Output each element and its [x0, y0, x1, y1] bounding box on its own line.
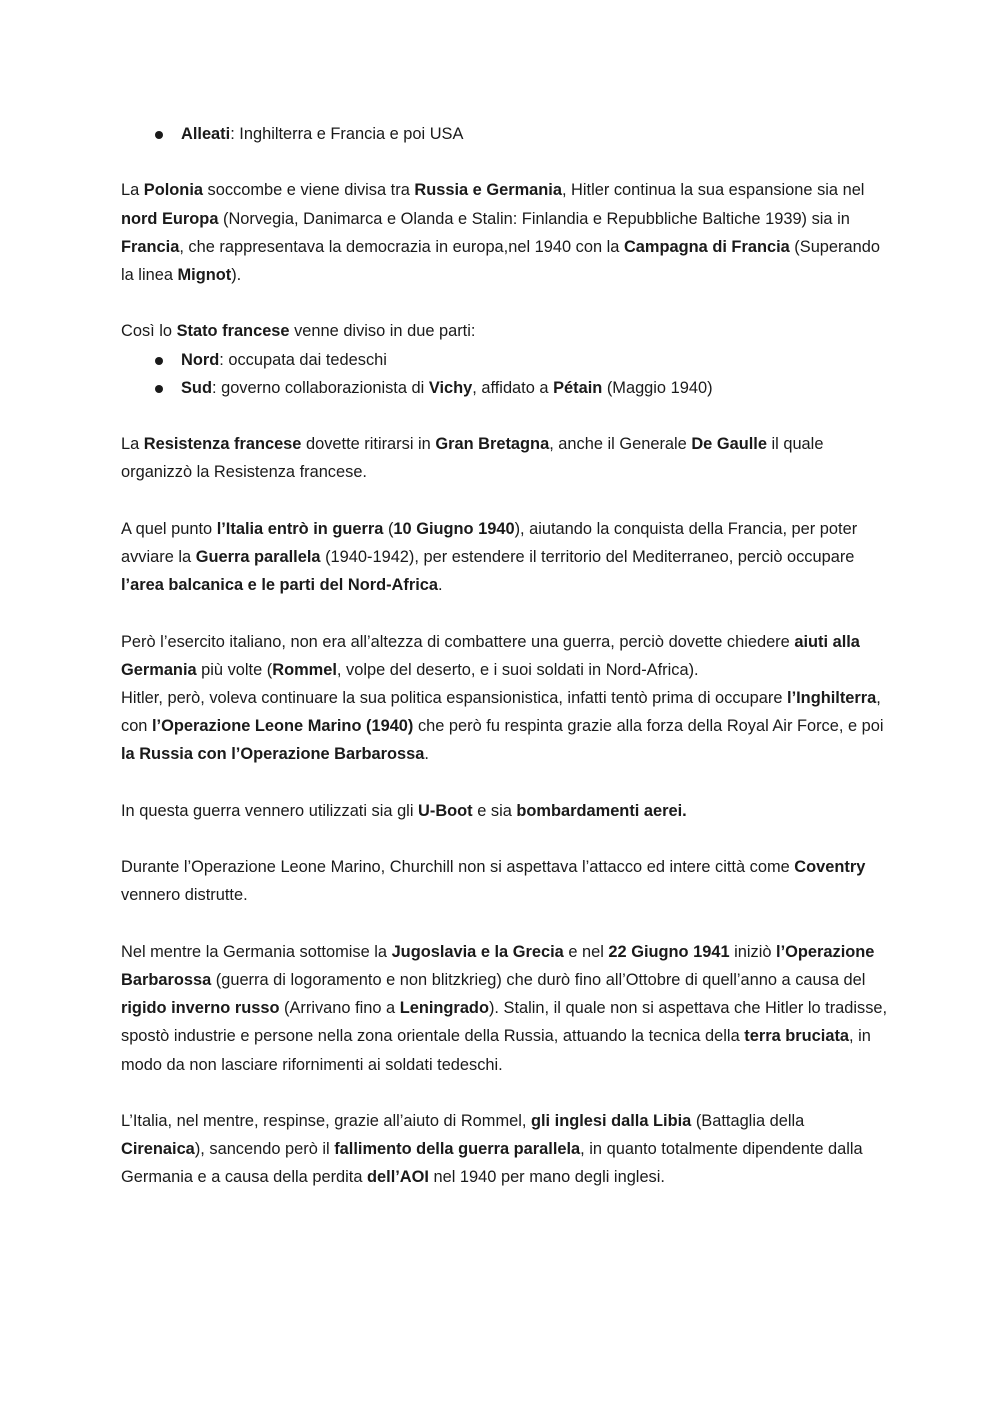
paragraph-hitler-expansion: Hitler, però, voleva continuare la sua politica espansionistica, infatti tentò prima di occupare l’Inghilterra, con l’Operazione Leone Marino (1940) che però fu respinta grazie alla forza della Royal Air Force, e poi la Russia con l’Operazione Barbarossa.: [121, 688, 884, 764]
document-body: [121, 120, 891, 1220]
paragraph-uboot: In questa guerra vennero utilizzati sia gli U-Boot e sia bombardamenti aerei.: [121, 801, 687, 820]
list-item-south: Sud: governo collaborazionista di Vichy, affidato a Pétain (Maggio 1940): [121, 374, 891, 402]
paragraph-poland: La Polonia soccombe e viene divisa tra Russia e Germania, Hitler continua la sua espansione sia nel nord Europa (Norvegia, Danimarca e Olanda e Stalin: Finlandia e Repubbliche Baltiche 1939) sia in Francia, che rappresentava la democrazia in europa,nel 1940 con la Campagna di Francia (Superando la linea Mignot).: [121, 181, 880, 284]
paragraph-italian-army: Però l’esercito italiano, non era all’altezza di combattere una guerra, perciò dovette chiedere aiuti alla Germania più volte (Rommel, volpe del deserto, e i suoi soldati in Nord-Africa).: [121, 632, 860, 679]
paragraph-italy-war: A quel punto l’Italia entrò in guerra (10 Giugno 1940), aiutando la conquista della Francia, per poter avviare la Guerra parallela (1940-1942), per estendere il territorio del Mediterraneo, perciò occupare l’area balcanica e le parti del Nord-Africa.: [121, 519, 858, 595]
list-item-allies: Alleati: Inghilterra e Francia e poi USA: [121, 120, 891, 148]
paragraph-resistance: La Resistenza francese dovette ritirarsi in Gran Bretagna, anche il Generale De Gaulle il quale organizzò la Resistenza francese.: [121, 435, 824, 482]
allies-list: [121, 120, 891, 148]
paragraph-coventry: Durante l’Operazione Leone Marino, Churchill non si aspettava l’attacco ed intere città come Coventry vennero distrutte.: [121, 858, 866, 905]
paragraph-libya: L’Italia, nel mentre, respinse, grazie all’aiuto di Rommel, gli inglesi dalla Libia (Battaglia della Cirenaica), sancendo però il fallimento della guerra parallela, in quanto totalmente dipendente dalla Germania e a causa della perdita dell’AOI nel 1940 per mano degli inglesi.: [121, 1111, 863, 1187]
list-item-north: Nord: occupata dai tedeschi: [121, 346, 891, 374]
paragraph-french-state: Così lo Stato francese venne diviso in due parti:: [121, 322, 476, 341]
paragraph-barbarossa: Nel mentre la Germania sottomise la Jugoslavia e la Grecia e nel 22 Giugno 1941 iniziò l’Operazione Barbarossa (guerra di logoramento e non blitzkrieg) che durò fino all’Ottobre di quell’anno a causa del rigido inverno russo (Arrivano fino a Leningrado). Stalin, il quale non si aspettava che Hitler lo tradisse, spostò industrie e persone nella zona orientale della Russia, attuando la tecnica della terra bruciata, in modo da non lasciare rifornimenti ai soldati tedeschi.: [121, 942, 888, 1074]
french-state-list: [121, 346, 891, 402]
